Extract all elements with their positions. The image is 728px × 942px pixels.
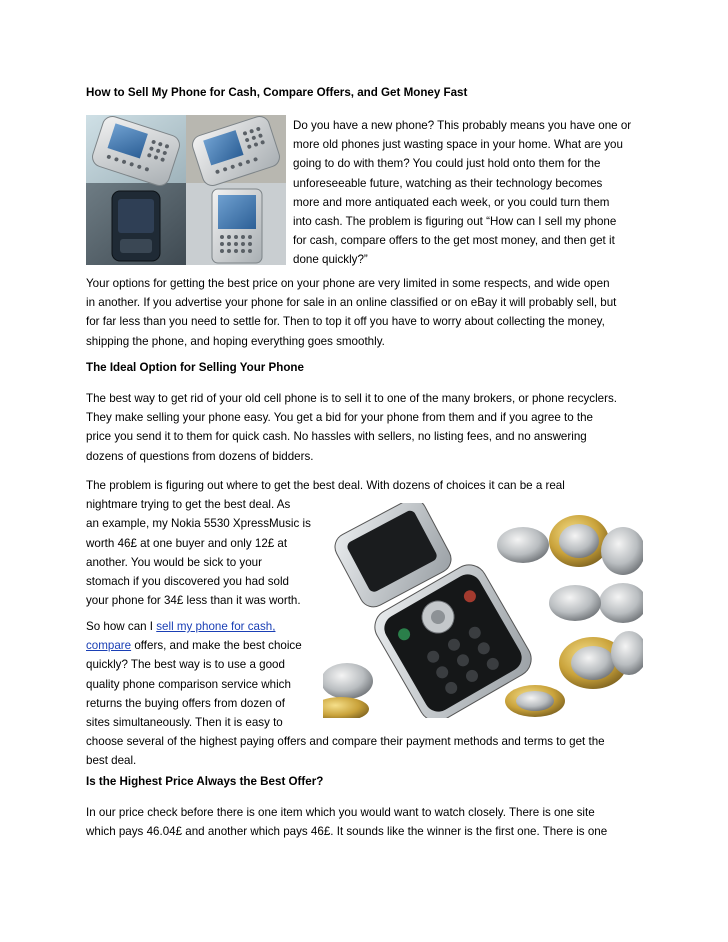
intro-paragraph <box>293 116 653 270</box>
paragraph-line: another. You would be sick to your <box>86 555 262 569</box>
sell-my-phone-link[interactable]: sell my phone for cash, <box>156 620 276 633</box>
paragraph-line: choose several of the highest paying offers and compare their payment methods and terms to get the <box>86 735 605 749</box>
highest-price-heading: Is the Highest Price Always the Best Offer? <box>86 775 324 788</box>
options-paragraph <box>86 274 646 351</box>
paragraph-text: So how can I <box>86 620 157 633</box>
paragraph-line: The problem is figuring out where to get the best deal. With dozens of choices it can be a real <box>86 479 565 492</box>
paragraph-line: for far less than you need to settle for. Then to top it off you have to worry about collecting the money, <box>86 315 605 329</box>
paragraph-line: returns the buying offers from dozen of <box>86 696 285 710</box>
intro-line: unforeseeable future, watching as their technology becomes <box>293 176 603 190</box>
paragraph-line: Your options for getting the best price on your phone are very limited in some respects, and wide open <box>86 277 610 290</box>
paragraph-line <box>86 617 646 636</box>
paragraph-line: your phone for 34£ less than it was worth. <box>86 594 301 608</box>
intro-line: for cash, compare offers to the get most money, and then get it <box>293 234 615 248</box>
problem-paragraph <box>86 476 646 610</box>
intro-line: more old phones just wasting space in your home. What are you <box>293 138 623 152</box>
paragraph-line: quickly? The best way is to use a good <box>86 658 285 672</box>
paragraph-line: stomach if you discovered you had sold <box>86 575 290 589</box>
ideal-option-heading: The Ideal Option for Selling Your Phone <box>86 361 304 374</box>
paragraph-line: an example, my Nokia 5530 XpressMusic is <box>86 517 311 531</box>
page-title: How to Sell My Phone for Cash, Compare Offers, and Get Money Fast <box>86 86 468 99</box>
paragraph-line: price you send it to them for quick cash. No hassles with sellers, no listing fees, and no answering <box>86 430 587 444</box>
paragraph-line: sites simultaneously. Then it is easy to <box>86 716 283 730</box>
intro-line: into cash. The problem is figuring out “How can I sell my phone <box>293 215 617 229</box>
how-to-paragraph <box>86 617 646 771</box>
intro-line: going to do with them? You could just hold onto them for the <box>293 157 601 171</box>
best-way-paragraph <box>86 389 646 466</box>
compare-link[interactable]: compare <box>86 639 132 653</box>
paragraph-line: They make selling your phone easy. You get a bid for your phone from them and if you agree to the <box>86 411 594 425</box>
paragraph-line: The best way to get rid of your old cell phone is to sell it to one of the many brokers, or phone recyclers. <box>86 392 618 405</box>
paragraph-line: nightmare trying to get the best deal. As <box>86 498 291 512</box>
price-check-paragraph <box>86 803 646 841</box>
paragraph-line: which pays 46.04£ and another which pays 46£. It sounds like the winner is the first one. There is one <box>86 825 608 839</box>
paragraph-line: dozens of questions from dozens of bidders. <box>86 449 314 463</box>
paragraph-line: in another. If you advertise your phone for sale in an online classified or on eBay it will probably sell, but <box>86 296 617 310</box>
paragraph-line: best deal. <box>86 754 137 768</box>
intro-line: Do you have a new phone? This probably means you have one or <box>293 119 632 132</box>
phones-collage-image <box>86 115 286 265</box>
paragraph-line: In our price check before there is one item which you would want to watch closely. There is one site <box>86 806 595 819</box>
paragraph-line: quality phone comparison service which <box>86 677 291 691</box>
intro-line: more and more antiquated each week, or you could turn them <box>293 195 610 209</box>
paragraph-line <box>86 636 646 655</box>
intro-line: done quickly?” <box>293 253 368 267</box>
paragraph-text: offers, and make the best choice <box>131 639 302 653</box>
paragraph-line: worth 46£ at one buyer and only 12£ at <box>86 536 288 550</box>
paragraph-line: shipping the phone, and hoping everything goes smoothly. <box>86 334 385 348</box>
